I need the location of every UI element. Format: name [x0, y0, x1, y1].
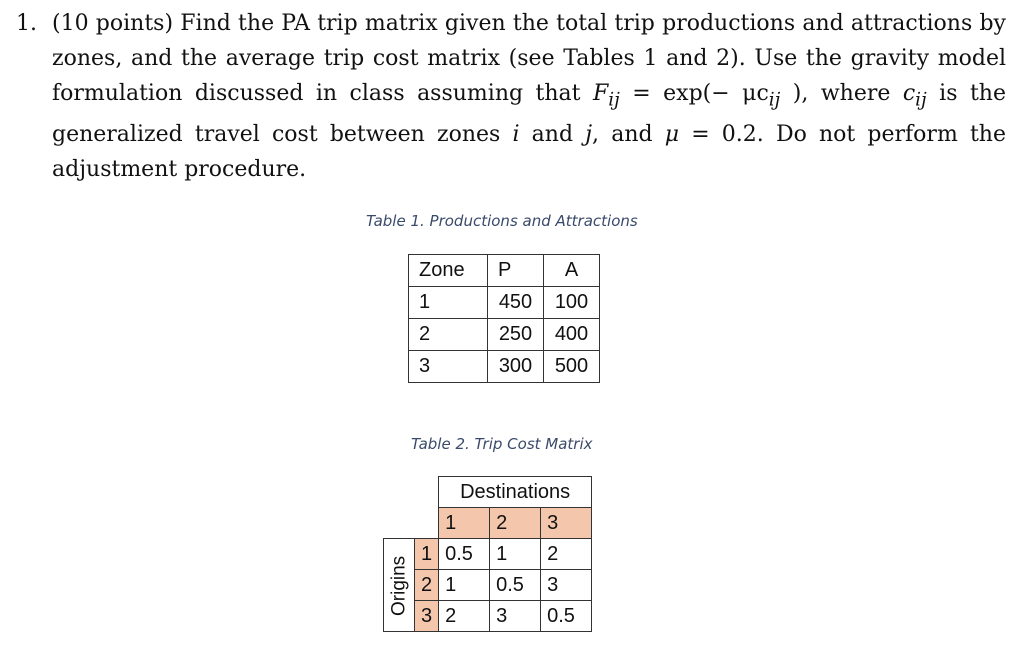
- p-cell: 450: [488, 287, 544, 319]
- formula-eq: = exp(− μc: [619, 81, 769, 106]
- problem-text-a: Find the PA trip matrix given the total trip productions and attractions by zones, and the average trip cost matrix (see Tables 1 and 2). Use the gravity model formulation discussed in class assuming that: [52, 11, 1006, 106]
- problem-text-d: , and: [592, 122, 665, 148]
- problem-statement: [16, 6, 1006, 187]
- a-cell: 100: [544, 287, 600, 319]
- table-row: [384, 539, 592, 570]
- table-row: [409, 351, 600, 383]
- table1-caption: Table 1. Productions and Attractions: [366, 212, 638, 230]
- problem-text-e: = 0.2. Do not perform the adjustment procedure.: [52, 122, 1006, 183]
- blank-cell: [384, 477, 415, 508]
- problem-text: [52, 6, 1006, 187]
- formula-f: F: [592, 81, 609, 106]
- problem-points: (10 points): [52, 11, 174, 36]
- productions-attractions-table: [408, 254, 600, 383]
- cost-cell: 3: [490, 601, 541, 632]
- a-cell: 500: [544, 351, 600, 383]
- zone-cell: 2: [409, 319, 488, 351]
- formula-sub2: ij: [768, 89, 781, 111]
- formula-sub: ij: [608, 89, 620, 111]
- header-a: A: [544, 255, 600, 287]
- origins-label: Origins: [384, 539, 415, 632]
- p-cell: 300: [488, 351, 544, 383]
- zone-cell: 1: [409, 287, 488, 319]
- destinations-label: Destinations: [439, 477, 592, 508]
- dest-header: 3: [541, 508, 592, 539]
- cost-cell: 0.5: [541, 601, 592, 632]
- cost-cell: 0.5: [439, 539, 490, 570]
- trip-cost-matrix: [383, 476, 592, 632]
- problem-text-b: where: [808, 81, 903, 106]
- problem-and: and: [519, 122, 586, 148]
- zone-cell: 3: [409, 351, 488, 383]
- cost-symbol: c: [902, 81, 916, 106]
- cost-cell: 0.5: [490, 570, 541, 601]
- problem-number: 1.: [16, 11, 37, 36]
- problem-text-c: is the generalized travel cost between zones: [52, 81, 1006, 148]
- table-header-row: [409, 255, 600, 287]
- orig-header: 3: [415, 601, 439, 632]
- cost-cell: 2: [541, 539, 592, 570]
- orig-header: 2: [415, 570, 439, 601]
- zone-j: j: [585, 122, 593, 148]
- cost-cell: 3: [541, 570, 592, 601]
- blank-cell: [384, 508, 415, 539]
- cost-cell: 1: [490, 539, 541, 570]
- table-header-row: [384, 477, 592, 508]
- table-header-row: [384, 508, 592, 539]
- table2-caption: Table 2. Trip Cost Matrix: [411, 435, 593, 453]
- cost-cell: 2: [439, 601, 490, 632]
- a-cell: 400: [544, 319, 600, 351]
- formula-close: ),: [780, 81, 809, 106]
- blank-cell: [415, 477, 439, 508]
- mu-symbol: μ: [664, 122, 680, 148]
- blank-cell: [415, 508, 439, 539]
- p-cell: 250: [488, 319, 544, 351]
- orig-header: 1: [415, 539, 439, 570]
- dest-header: 1: [439, 508, 490, 539]
- table-row: [409, 287, 600, 319]
- cost-sub: ij: [915, 89, 927, 111]
- cost-cell: 1: [439, 570, 490, 601]
- header-zone: Zone: [409, 255, 488, 287]
- dest-header: 2: [490, 508, 541, 539]
- zone-i: i: [512, 122, 520, 148]
- header-p: P: [488, 255, 544, 287]
- table-row: [409, 319, 600, 351]
